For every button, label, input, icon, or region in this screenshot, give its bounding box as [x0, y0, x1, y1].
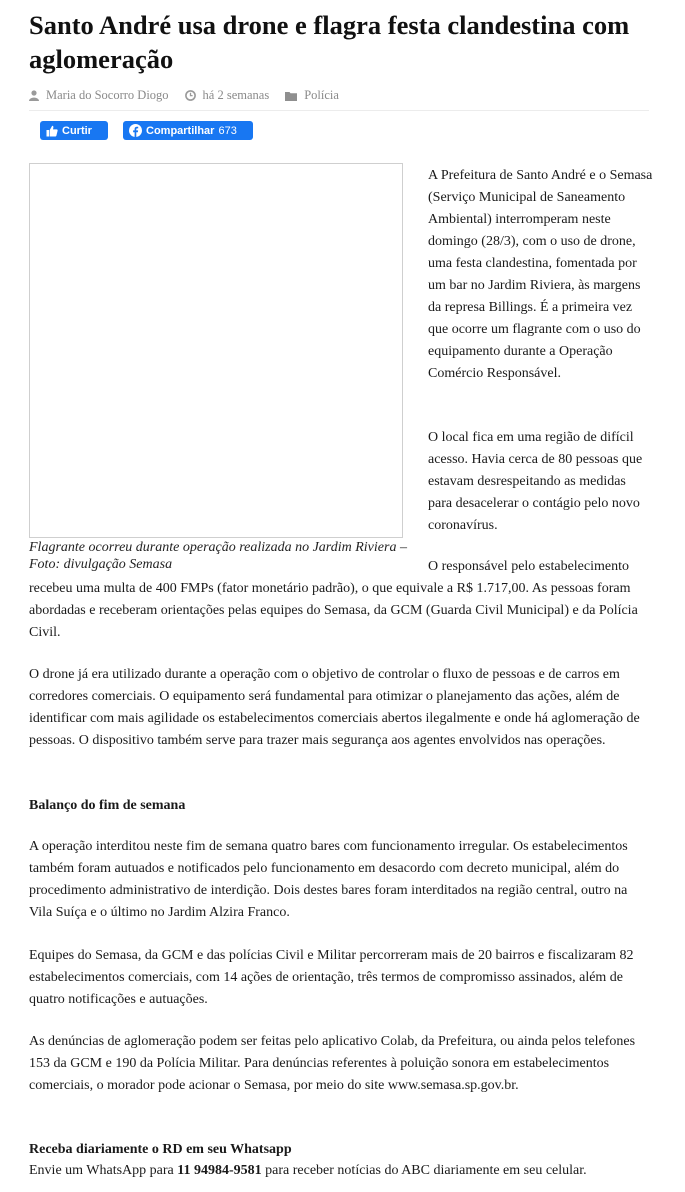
- article-meta: [29, 88, 355, 103]
- like-label: Curtir: [62, 124, 92, 137]
- paragraph-3-rest: recebeu uma multa de 400 FMPs (fator monetário padrão), o que equivale a R$ 1.717,00. As pessoas foram abordadas e receberam orientações pelas equipes do Semasa, da GCM (Guarda Civil Municipal) e da Polícia Civil.: [29, 581, 638, 640]
- time-meta: [185, 88, 270, 103]
- paragraph-4: O drone já era utilizado durante a operação com o objetivo de controlar o fluxo de pessoas e de carros em corredores comerciais. O equipamento será fundamental para otimizar o planejamento das ações, além de identificar com mais agilidade os estabelecimentos comerciais abertos ilegalmente e onde há aglomeração de pessoas. O dispositivo também serve para trazer mais segurança aos agentes envolvidos nas operações.: [29, 667, 640, 748]
- share-count: 673: [218, 124, 237, 137]
- author-name[interactable]: Maria do Socorro Diogo: [46, 88, 169, 102]
- whatsapp-heading: Receba diariamente o RD em seu Whatsapp: [29, 1142, 292, 1157]
- paragraph-5: A operação interditou neste fim de semana quatro bares com funcionamento irregular. Os estabelecimentos também foram autuados e notificados pelo funcionamento em desacordo com decreto municipal, além do procedimento administrativo de interdição. Dois destes bares foram interditados na região central, outro na Vila Suíça e o último no Jardim Alzira Franco.: [29, 839, 628, 920]
- facebook-icon: [129, 124, 142, 137]
- whatsapp-pre: Envie um WhatsApp para: [29, 1163, 174, 1178]
- paragraph-3: [29, 556, 651, 644]
- paragraph-3-start: O responsável pelo estabelecimento: [428, 559, 629, 574]
- article-image: [29, 163, 403, 538]
- author-meta[interactable]: [29, 88, 169, 103]
- user-icon: [29, 90, 39, 101]
- paragraph-1: A Prefeitura de Santo André e o Semasa (Serviço Municipal de Saneamento Ambiental) interromperam neste domingo (28/3), com o uso de drone, uma festa clandestina, fomentada por um bar no Jardim Riviera, às margens da represa Billings. É a primeira vez que ocorre um flagrante com o uso do equipamento durante a Operação Comércio Responsável.: [428, 168, 653, 381]
- publish-time: há 2 semanas: [202, 88, 270, 102]
- share-label: Compartilhar: [146, 124, 215, 137]
- article-title: Santo André usa drone e flagra festa clandestina com aglomeração: [29, 10, 630, 74]
- paragraph-7: [29, 1031, 651, 1097]
- image-caption: Flagrante ocorreu durante operação realizada no Jardim Riviera – Foto: divulgação Semasa: [29, 540, 407, 572]
- like-button[interactable]: [40, 121, 108, 140]
- category-meta[interactable]: [285, 88, 339, 103]
- category-link[interactable]: Polícia: [304, 88, 339, 102]
- share-button[interactable]: [123, 121, 253, 140]
- paragraph-7-text: As denúncias de aglomeração podem ser feitas pelo aplicativo Colab, da Prefeitura, ou ainda pelos telefones 153 da GCM e 190 da Polícia Militar. Para denúncias referentes à poluição sonora em estabelecimentos comerciais, o morador pode acionar o Semasa, por meio do site: [29, 1034, 636, 1093]
- meta-divider: [29, 110, 649, 111]
- clock-icon: [185, 90, 196, 101]
- folder-icon: [285, 91, 297, 101]
- subheading-balanco: Balanço do fim de semana: [29, 798, 186, 813]
- whatsapp-post: para receber notícias do ABC diariamente em seu celular.: [265, 1163, 587, 1178]
- thumbs-up-icon: [46, 125, 58, 137]
- whatsapp-line: [29, 1160, 651, 1182]
- paragraph-6: Equipes do Semasa, da GCM e das polícias Civil e Militar percorreram mais de 20 bairros e fiscalizaram 82 estabelecimentos comerciais, com 14 ações de orientação, três termos de compromisso assinados, além de quatro notificações e autuações.: [29, 948, 634, 1007]
- whatsapp-number[interactable]: 11 94984-9581: [177, 1163, 262, 1178]
- paragraph-2: O local fica em uma região de difícil acesso. Havia cerca de 80 pessoas que estavam desrespeitando as medidas para desacelerar o contágio pelo novo coronavírus.: [428, 430, 643, 533]
- semasa-site-link[interactable]: www.semasa.sp.gov.br.: [387, 1078, 519, 1093]
